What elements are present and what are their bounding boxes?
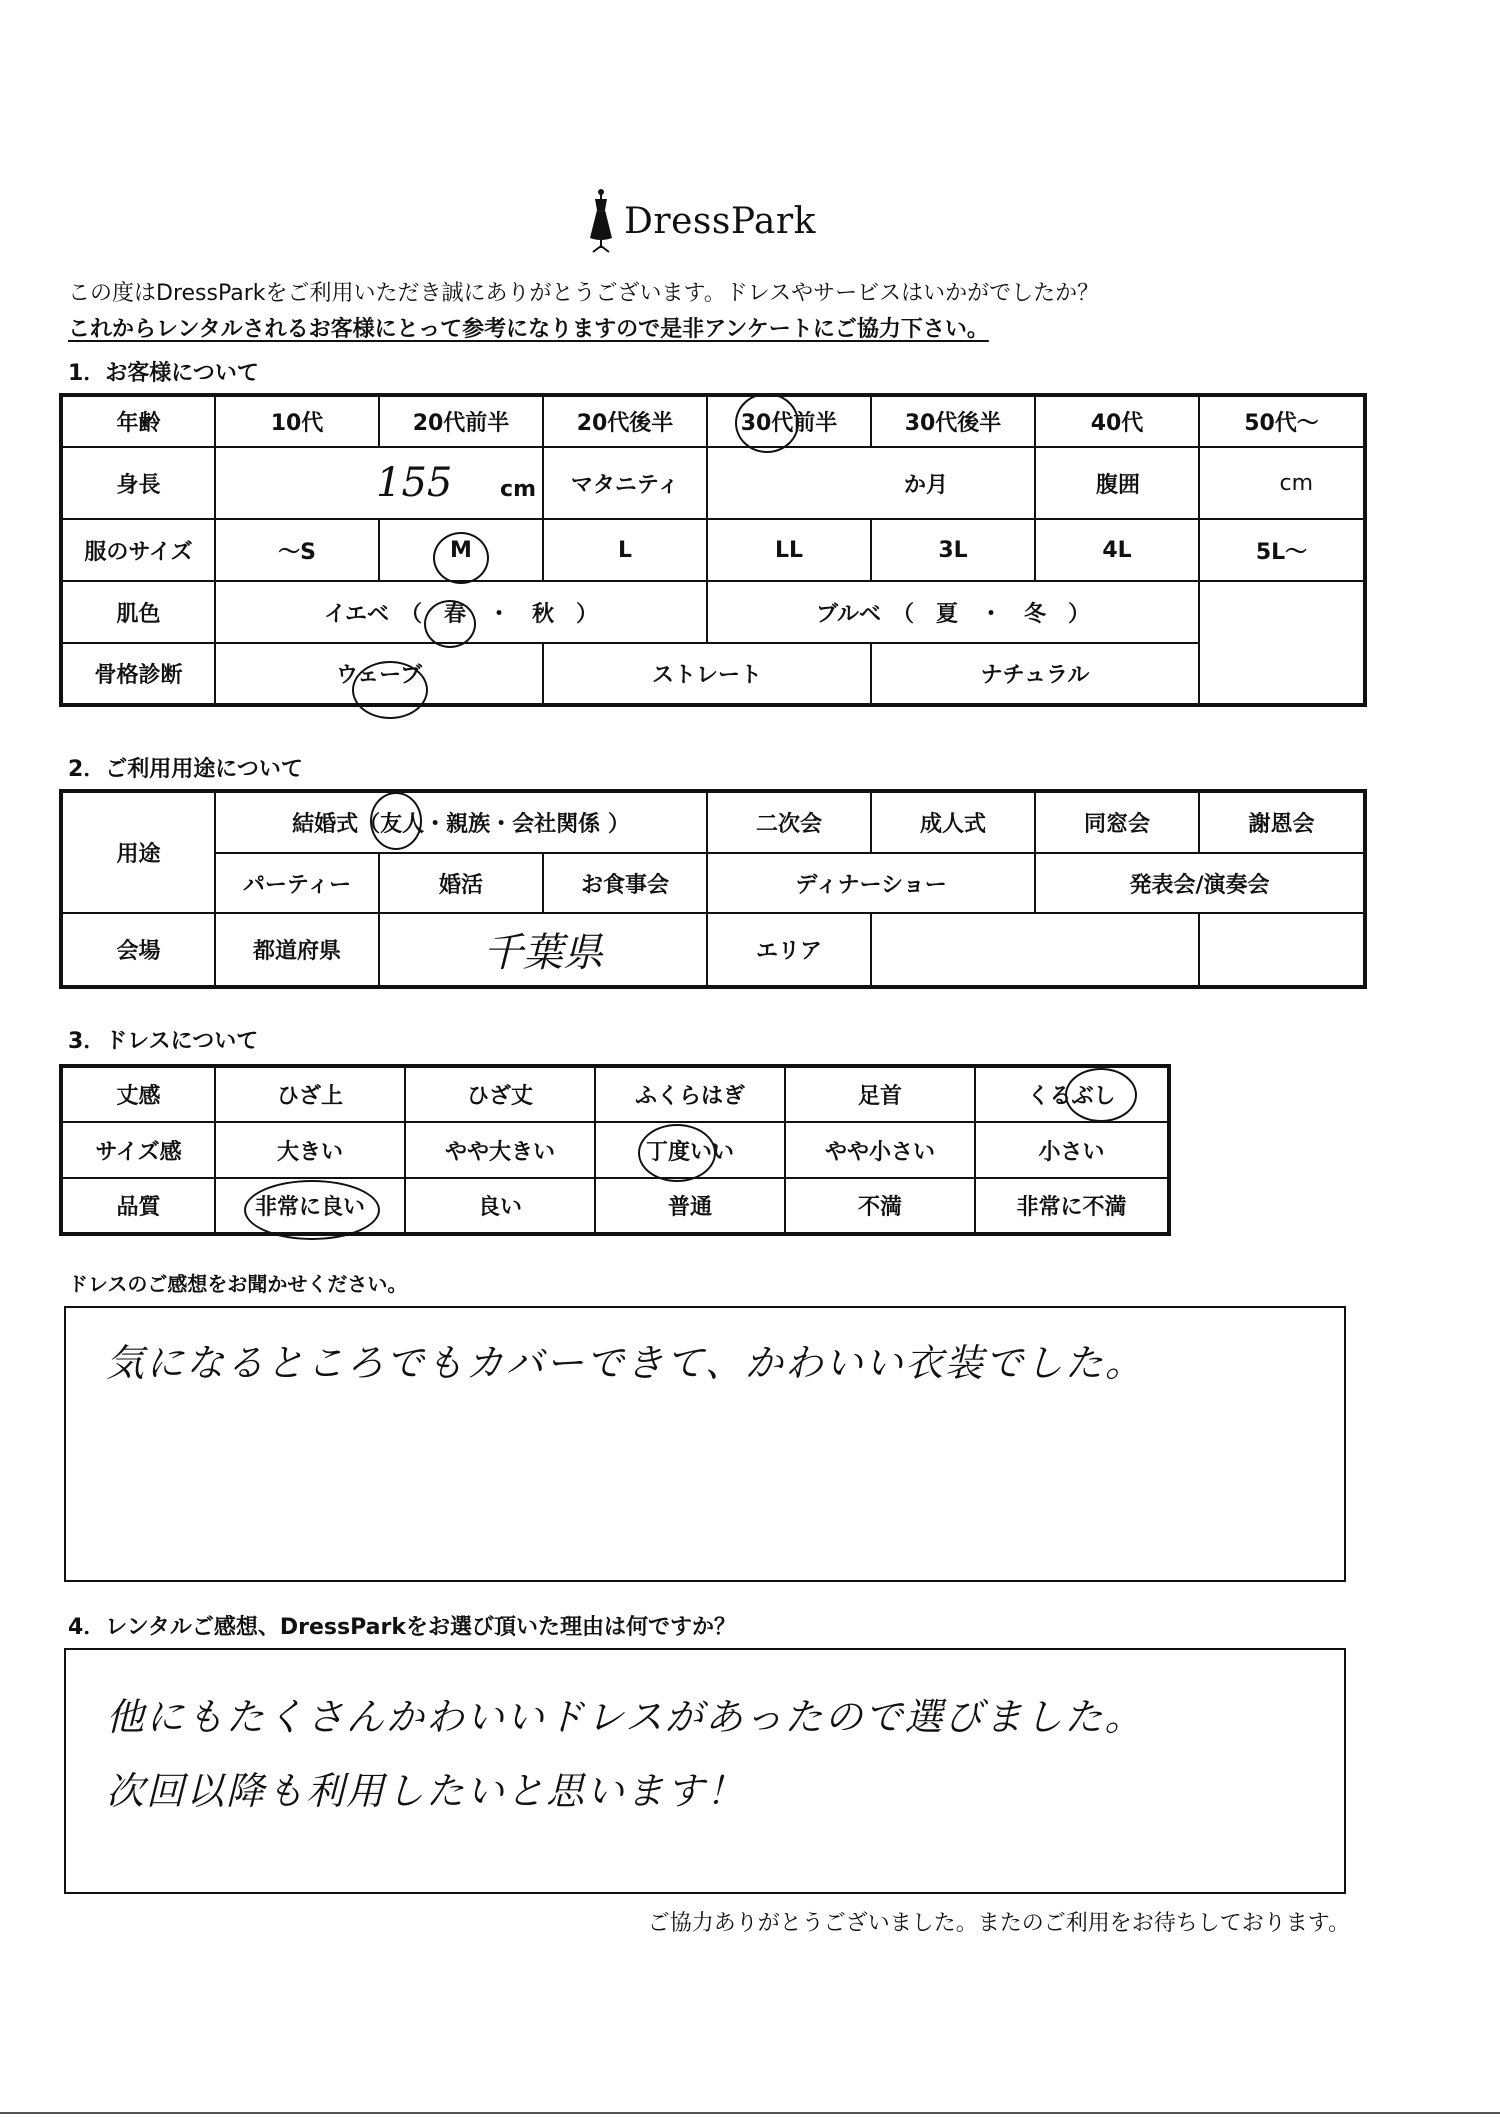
height-field[interactable] [215, 447, 543, 519]
waist-label: 腹囲 [1035, 447, 1199, 519]
dress-row-label: 丈感 [61, 1066, 215, 1122]
skin-blue-option[interactable]: ブルベ （ 夏 ・ 冬 ） [707, 581, 1199, 643]
quality-option[interactable]: 普通 [595, 1178, 785, 1234]
quality-option[interactable]: 非常に不満 [975, 1178, 1169, 1234]
body-label: 骨格診断 [61, 643, 215, 705]
purpose-option[interactable]: 成人式 [871, 791, 1035, 853]
prefecture-field[interactable] [379, 913, 707, 987]
length-option[interactable]: 足首 [785, 1066, 975, 1122]
height-unit: cm [500, 477, 536, 502]
intro-line-1: この度はDressParkをご利用いただき誠にありがとうございます。ドレスやサービスはいかがでしたか？ [68, 281, 1100, 306]
age-option[interactable]: 20代前半 [379, 395, 543, 447]
age-option[interactable]: 40代 [1035, 395, 1199, 447]
fit-option[interactable]: やや大きい [405, 1122, 595, 1178]
footer-thanks: ご協力ありがとうございました。またのご利用をお待ちしております。 [647, 1911, 1350, 1936]
purpose-table [59, 789, 1367, 989]
purpose-option[interactable]: お食事会 [543, 853, 707, 913]
dress-table [59, 1064, 1171, 1236]
length-option[interactable]: ひざ丈 [405, 1066, 595, 1122]
size-option-selected[interactable]: M [379, 519, 543, 581]
purpose-option[interactable]: 発表会/演奏会 [1035, 853, 1365, 913]
quality-option[interactable]: 不満 [785, 1178, 975, 1234]
age-option-selected[interactable]: 30代前半 [707, 395, 871, 447]
age-label: 年齢 [61, 395, 215, 447]
age-option[interactable]: 20代後半 [543, 395, 707, 447]
length-option[interactable]: ひざ上 [215, 1066, 405, 1122]
purpose-option[interactable]: 同窓会 [1035, 791, 1199, 853]
section-3-title: 3．ドレスについて [68, 1029, 259, 1054]
purpose-option[interactable]: 謝恩会 [1199, 791, 1365, 853]
size-option[interactable]: L [543, 519, 707, 581]
dress-mannequin-icon [588, 188, 614, 254]
purpose-option[interactable]: 婚活 [379, 853, 543, 913]
size-option[interactable]: ～S [215, 519, 379, 581]
comment-label: ドレスのご感想をお聞かせください。 [68, 1272, 408, 1296]
waist-unit[interactable]: cm [1199, 447, 1365, 519]
answer-line-2: 次回以降も利用したいと思います！ [106, 1769, 747, 1813]
size-option[interactable]: 4L [1035, 519, 1199, 581]
area-field[interactable] [871, 913, 1199, 987]
age-option[interactable]: 10代 [215, 395, 379, 447]
dress-row-label: サイズ感 [61, 1122, 215, 1178]
answer-box[interactable] [64, 1648, 1346, 1894]
quality-option-selected[interactable]: 非常に良い [215, 1178, 405, 1234]
purpose-option[interactable]: 二次会 [707, 791, 871, 853]
area-label: エリア [707, 913, 871, 987]
customer-table [59, 393, 1367, 707]
height-value: 155 [376, 460, 453, 506]
prefecture-value: 千葉県 [483, 930, 603, 976]
scan-edge-line [0, 2112, 1500, 2114]
fit-option[interactable]: 大きい [215, 1122, 405, 1178]
quality-option[interactable]: 良い [405, 1178, 595, 1234]
age-option[interactable]: 30代後半 [871, 395, 1035, 447]
fit-option-selected[interactable]: 丁度いい [595, 1122, 785, 1178]
size-option[interactable]: 5L～ [1199, 519, 1365, 581]
size-option[interactable]: LL [707, 519, 871, 581]
length-option-selected[interactable]: くるぶし [975, 1066, 1169, 1122]
logo [588, 186, 816, 256]
skin-label: 肌色 [61, 581, 215, 643]
maternity-field[interactable]: か月 [707, 447, 1035, 519]
brand-name: DressPark [624, 200, 816, 242]
age-option[interactable]: 50代～ [1199, 395, 1365, 447]
fit-option[interactable]: 小さい [975, 1122, 1169, 1178]
prefecture-label: 都道府県 [215, 913, 379, 987]
purpose-option[interactable]: パーティー [215, 853, 379, 913]
size-label: 服のサイズ [61, 519, 215, 581]
comment-box[interactable] [64, 1306, 1346, 1582]
skin-yellow-option[interactable]: イエベ （ 春 ・ 秋 ） [215, 581, 707, 643]
section-2-title: 2．ご利用用途について [68, 757, 303, 782]
body-option[interactable]: ナチュラル [871, 643, 1199, 705]
intro-line-2: これからレンタルされるお客様にとって参考になりますので是非アンケートにご協力下さい。 [68, 317, 989, 342]
section-4-title: 4．レンタルご感想、DressParkをお選び頂いた理由は何ですか？ [68, 1615, 736, 1640]
maternity-label: マタニティ [543, 447, 707, 519]
answer-line-1: 他にもたくさんかわいいドレスがあったので選びました。 [106, 1695, 1145, 1739]
purpose-label: 用途 [61, 791, 215, 913]
dress-row-label: 品質 [61, 1178, 215, 1234]
body-option[interactable]: ストレート [543, 643, 871, 705]
comment-text: 気になるところでもカバーできて、かわいい衣装でした。 [106, 1341, 1145, 1385]
purpose-option[interactable]: ディナーショー [707, 853, 1035, 913]
wedding-option[interactable]: 結婚式（友人・親族・会社関係 ） [215, 791, 707, 853]
venue-label: 会場 [61, 913, 215, 987]
section-1-title: 1．お客様について [68, 361, 259, 386]
size-option[interactable]: 3L [871, 519, 1035, 581]
height-label: 身長 [61, 447, 215, 519]
body-option-selected[interactable]: ウェーブ [215, 643, 543, 705]
fit-option[interactable]: やや小さい [785, 1122, 975, 1178]
length-option[interactable]: ふくらはぎ [595, 1066, 785, 1122]
